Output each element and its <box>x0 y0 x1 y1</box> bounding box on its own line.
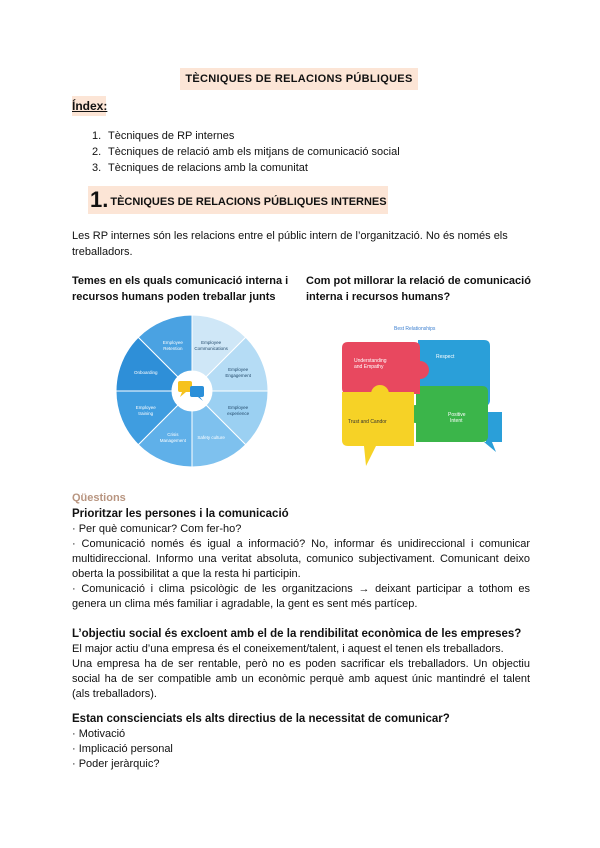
list-item: 2. Tècniques de relació amb els mitjans de comunicació social <box>92 146 400 158</box>
paragraph: Una empresa ha de ser rentable, però no es poden sacrificar els treballadors. Un objectiu social ha de ser compatible amb un econòmic perquè amb aquest únic mantindré el talent (als treballadors). <box>72 658 530 700</box>
hr-topics-wheel <box>112 306 272 476</box>
list-item: 1. Tècniques de RP internes <box>92 130 235 142</box>
list-item: · Poder jeràrquic? <box>72 758 160 770</box>
wheel-label: experience <box>227 411 250 417</box>
puzzle-title: Best Relationships <box>394 326 436 332</box>
page-title: TÈCNIQUES DE RELACIONS PÚBLIQUES <box>180 68 418 90</box>
wheel-label: Engagement <box>225 372 251 378</box>
list-item: · Motivació <box>72 728 126 740</box>
question-section <box>72 627 530 702</box>
puzzle-label: Positive <box>448 412 466 418</box>
paragraph: · Per què comunicar? Com fer-ho? <box>72 523 242 535</box>
left-column-heading: Temes en els quals comunicació interna i recursos humans poden treballar junts <box>72 275 289 303</box>
section-heading <box>88 186 388 214</box>
wheel-label: Communications <box>194 345 228 351</box>
question-section <box>72 507 530 612</box>
question-heading: Prioritzar les persones i la comunicació <box>72 508 289 520</box>
section-title: TÈCNIQUES DE RELACIONS PÚBLIQUES INTERNES <box>110 196 387 208</box>
wheel-label: Safety culture <box>197 435 225 441</box>
right-column-heading: Com pot millorar la relació de comunicació interna i recursos humans? <box>306 275 531 303</box>
section-number: 1. <box>90 187 109 212</box>
puzzle-label: Understanding <box>354 358 387 364</box>
paragraph: El major actiu d’una empresa és el coneixement/talent, i aquest el tenen els treballadors. <box>72 643 504 655</box>
question-heading: Estan conscienciats els alts directius de la necessitat de comunicar? <box>72 713 450 725</box>
puzzle-label: Respect <box>436 354 455 360</box>
relationships-puzzle <box>336 320 506 470</box>
questions-heading: Qüestions <box>72 492 126 504</box>
intro-paragraph: Les RP internes són les relacions entre el públic intern de l’organització. No és només els treballadors. <box>72 230 508 258</box>
question-heading: L’objectiu social és excloent amb el de la rendibilitat econòmica de les empreses? <box>72 628 522 640</box>
puzzle-piece-trust <box>342 392 414 466</box>
paragraph: · Comunicació només és igual a informació? No, informar és unidireccional i comunicar multidireccional. Informo una veritat absoluta, comunico subjectivament. Comunicant deixo oberta la possibilitat a que la resta hi participin. <box>72 538 530 580</box>
index-label: Índex: <box>72 96 106 116</box>
puzzle-label: Trust and Candor <box>348 419 387 425</box>
wheel-label: Retention <box>163 345 183 351</box>
wheel-label: training <box>138 411 154 417</box>
list-item: 3. Tècniques de relacions amb la comunitat <box>92 162 308 174</box>
wheel-label: Employee <box>162 339 183 345</box>
puzzle-label: and Empathy <box>354 364 384 370</box>
wheel-label: Crisis <box>167 432 179 438</box>
question-section <box>72 712 530 772</box>
wheel-label: Employee <box>201 339 222 345</box>
paragraph: · Comunicació i clima psicològic de les organitzacions → deixant participar a tothom es genera un clima més familiar i agradable, la gent es sent més partícep. <box>72 583 530 610</box>
index-list <box>92 128 400 176</box>
wheel-label: Management <box>159 438 187 444</box>
wheel-label: Onboarding <box>134 369 158 375</box>
puzzle-label: Intent <box>450 418 463 424</box>
wheel-label: Employee <box>228 405 249 411</box>
wheel-label: Employee <box>228 366 249 372</box>
wheel-label: Employee <box>135 405 156 411</box>
list-item: · Implicació personal <box>72 743 173 755</box>
